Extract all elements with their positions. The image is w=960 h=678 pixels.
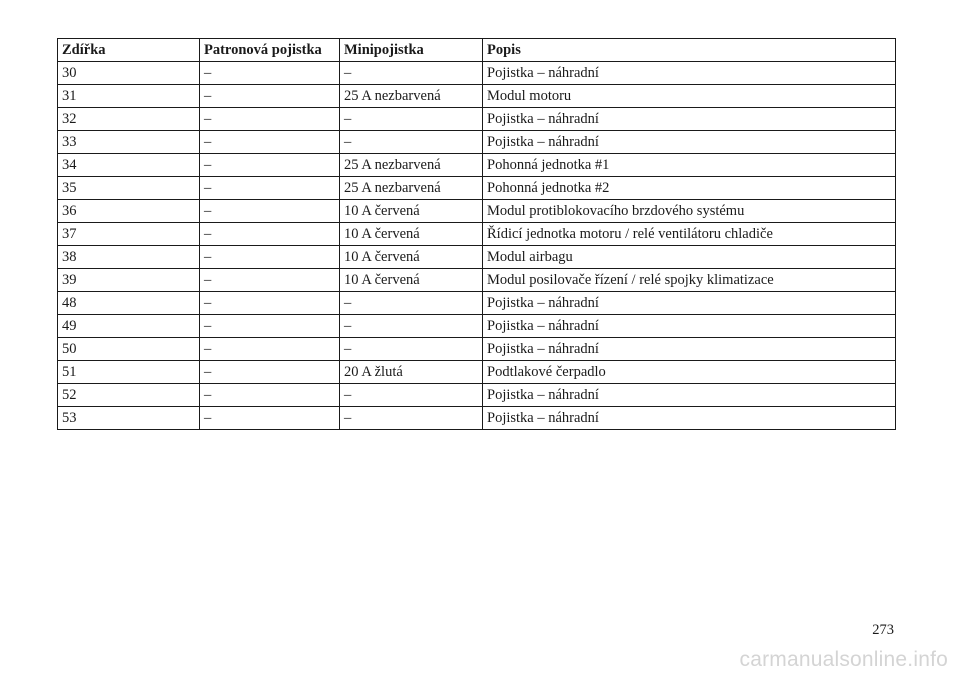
cell-socket: 36 <box>58 200 200 223</box>
cell-description: Pojistka – náhradní <box>483 292 896 315</box>
table-row <box>58 85 896 108</box>
cell-socket: 49 <box>58 315 200 338</box>
cell-description: Pojistka – náhradní <box>483 384 896 407</box>
cell-description: Pohonná jednotka #2 <box>483 177 896 200</box>
cell-mini-fuse: – <box>340 131 483 154</box>
cell-socket: 38 <box>58 246 200 269</box>
cell-cartridge-fuse: – <box>200 338 340 361</box>
cell-mini-fuse: – <box>340 407 483 430</box>
cell-description: Modul airbagu <box>483 246 896 269</box>
table-row <box>58 62 896 85</box>
cell-socket: 34 <box>58 154 200 177</box>
cell-description: Modul posilovače řízení / relé spojky klimatizace <box>483 269 896 292</box>
cell-socket: 52 <box>58 384 200 407</box>
cell-description: Pojistka – náhradní <box>483 108 896 131</box>
table-row <box>58 269 896 292</box>
cell-description: Pojistka – náhradní <box>483 62 896 85</box>
table-row <box>58 292 896 315</box>
header-row <box>58 39 896 62</box>
cell-socket: 50 <box>58 338 200 361</box>
cell-mini-fuse: 25 A nezbarvená <box>340 85 483 108</box>
cell-mini-fuse: – <box>340 338 483 361</box>
table-row <box>58 246 896 269</box>
cell-cartridge-fuse: – <box>200 154 340 177</box>
cell-description: Pohonná jednotka #1 <box>483 154 896 177</box>
cell-socket: 48 <box>58 292 200 315</box>
table-row <box>58 361 896 384</box>
cell-mini-fuse: 10 A červená <box>340 269 483 292</box>
cell-description: Pojistka – náhradní <box>483 407 896 430</box>
cell-mini-fuse: 10 A červená <box>340 200 483 223</box>
cell-mini-fuse: 20 A žlutá <box>340 361 483 384</box>
cell-mini-fuse: – <box>340 108 483 131</box>
cell-mini-fuse: – <box>340 315 483 338</box>
cell-socket: 30 <box>58 62 200 85</box>
cell-cartridge-fuse: – <box>200 200 340 223</box>
cell-socket: 35 <box>58 177 200 200</box>
cell-mini-fuse: – <box>340 384 483 407</box>
cell-cartridge-fuse: – <box>200 223 340 246</box>
cell-cartridge-fuse: – <box>200 292 340 315</box>
cell-mini-fuse: 25 A nezbarvená <box>340 154 483 177</box>
cell-socket: 33 <box>58 131 200 154</box>
cell-cartridge-fuse: – <box>200 62 340 85</box>
table-row <box>58 177 896 200</box>
page-number: 273 <box>872 622 894 638</box>
table-row <box>58 407 896 430</box>
header-cartridge-fuse: Patronová pojistka <box>200 39 340 62</box>
header-description: Popis <box>483 39 896 62</box>
cell-socket: 53 <box>58 407 200 430</box>
cell-description: Pojistka – náhradní <box>483 338 896 361</box>
table-row <box>58 200 896 223</box>
table-row <box>58 338 896 361</box>
header-socket: Zdířka <box>58 39 200 62</box>
cell-mini-fuse: 10 A červená <box>340 223 483 246</box>
cell-mini-fuse: 25 A nezbarvená <box>340 177 483 200</box>
cell-description: Modul protiblokovacího brzdového systému <box>483 200 896 223</box>
cell-socket: 31 <box>58 85 200 108</box>
cell-description: Pojistka – náhradní <box>483 315 896 338</box>
cell-cartridge-fuse: – <box>200 384 340 407</box>
watermark: carmanualsonline.info <box>739 648 948 671</box>
cell-description: Řídicí jednotka motoru / relé ventilátoru chladiče <box>483 223 896 246</box>
cell-socket: 37 <box>58 223 200 246</box>
table-row <box>58 131 896 154</box>
table-row <box>58 108 896 131</box>
table-row <box>58 384 896 407</box>
table-header <box>58 39 896 62</box>
cell-description: Podtlakové čerpadlo <box>483 361 896 384</box>
cell-cartridge-fuse: – <box>200 177 340 200</box>
cell-description: Modul motoru <box>483 85 896 108</box>
cell-cartridge-fuse: – <box>200 315 340 338</box>
cell-socket: 51 <box>58 361 200 384</box>
cell-cartridge-fuse: – <box>200 108 340 131</box>
cell-cartridge-fuse: – <box>200 407 340 430</box>
fuse-table <box>57 38 896 430</box>
cell-cartridge-fuse: – <box>200 131 340 154</box>
table-row <box>58 315 896 338</box>
header-mini-fuse: Minipojistka <box>340 39 483 62</box>
cell-cartridge-fuse: – <box>200 246 340 269</box>
cell-mini-fuse: – <box>340 62 483 85</box>
cell-description: Pojistka – náhradní <box>483 131 896 154</box>
cell-mini-fuse: 10 A červená <box>340 246 483 269</box>
table-body <box>58 62 896 430</box>
cell-cartridge-fuse: – <box>200 269 340 292</box>
cell-socket: 39 <box>58 269 200 292</box>
table-row <box>58 223 896 246</box>
cell-socket: 32 <box>58 108 200 131</box>
table-row <box>58 154 896 177</box>
cell-cartridge-fuse: – <box>200 361 340 384</box>
cell-mini-fuse: – <box>340 292 483 315</box>
cell-cartridge-fuse: – <box>200 85 340 108</box>
